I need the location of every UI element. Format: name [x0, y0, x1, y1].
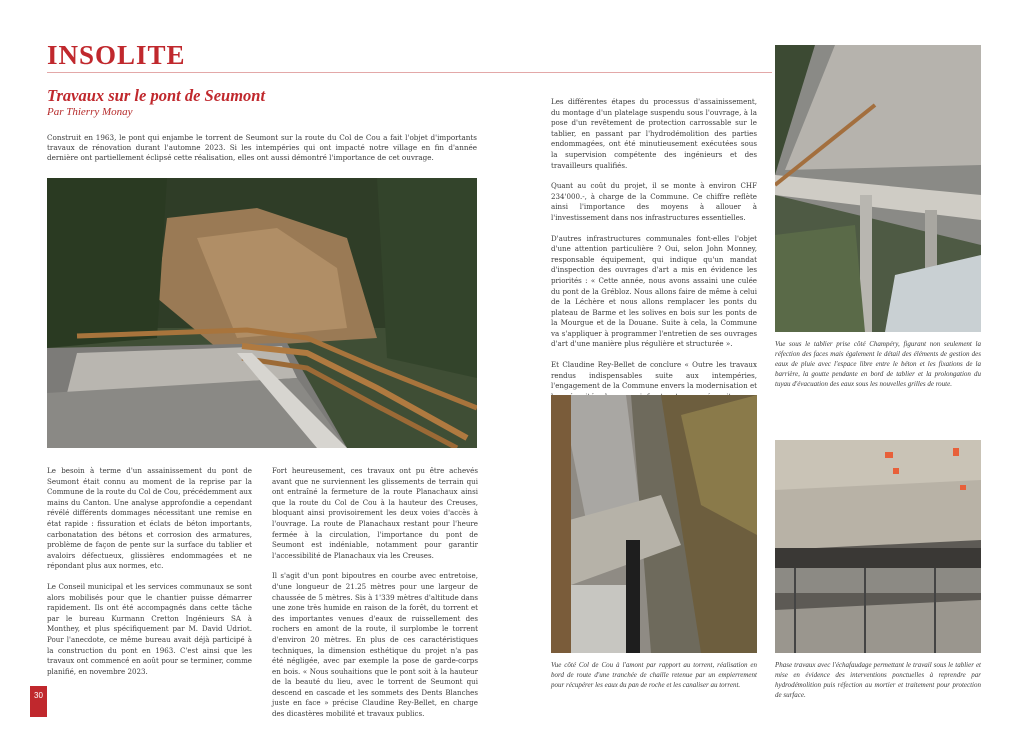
article-intro: Construit en 1963, le pont qui enjambe le torrent de Seumont sur la route du Col de Cou a fait l'objet d'importants travaux de rénovation durant l'automne 2023. Si les intempéries qui ont impacté notre village en fin d'année dernière ont partiellement éclipsé cette réalisation, elles ont aussi démontré l'importance de cet ouvrage. [47, 133, 477, 162]
section-title: INSOLITE [47, 40, 186, 70]
article-column-2 [272, 466, 478, 730]
article-byline: Par Thierry Monay [47, 106, 133, 118]
paragraph: Les différentes étapes du processus d'assainissement, du montage d'un platelage suspendu sous l'ouvrage, à la pose d'un revêtement de protection carrossable sur le tablier, en passant par l'hydrodémolition des parties endommagées, ont été minutieusement exécutées sous la supervision compétente des ingénieurs et des travailleurs qualifiés. [551, 97, 757, 170]
page-number: 30 [30, 686, 47, 717]
bridge-photo [47, 178, 477, 448]
paragraph: Le besoin à terme d'un assainissement du pont de Seumont était connu au moment de la reprise par la Commune de la route du Col de Cou, précédemment aux mains du Canton. Une analyse approfondie a cependant révélé différents dommages nécessitant une remise en état rapide : fissuration et éclats de béton importants, carbonatation des bétons et corrosion des armatures, problème de façon de pente sur la surface du tablier et avaloirs défectueux, glissières endommagées et ne répondant plus aux normes, etc. [47, 466, 252, 571]
caption-scaffolding: Phase travaux avec l'échafaudage permettant le travail sous le tablier et mise en évidence des interventions ponctuelles à reprendre par hydrodémolition puis réfection au mortier et traitement pour protection de surface. [775, 661, 981, 699]
article-column-1 [47, 466, 252, 687]
caption-drainage: Vue côté Col de Cou à l'amont par rapport au torrent, réalisation en bord de route d'une tranchée de chaille retenue par un empierrement pour récupérer les eaux du pan de roche et les canaliser au torrent. [551, 661, 757, 689]
paragraph: Quant au coût du projet, il se monte à environ CHF 234'000.-, à charge de la Commune. Ce chiffre reflète ainsi l'importance des moyens à allouer à l'investissement dans nos infrastructures essentielles. [551, 181, 757, 222]
paragraph: Le Conseil municipal et les services communaux se sont alors mobilisés pour que le chantier puisse démarrer rapidement. Ils ont été accompagnés dans cette tâche par le bureau Kurmann Cretton Ingénieurs SA à Monthey, et plus spécifiquement par M. David Udriot. Pour l'anecdote, ce même bureau avait déjà participé à la construction du pont en 1963. C'est ainsi que les travaux ont commencé en août pour se terminer, comme planifié, en novembre 2023. [47, 581, 252, 676]
drainage-photo [551, 395, 757, 653]
paragraph: Fort heureusement, ces travaux ont pu être achevés avant que ne surviennent les glissements de terrain qui ont entraîné la fermeture de la route Planachaux ainsi que la route du Col de Cou à la hauteur des Creuses, bloquant ainsi provisoirement les deux voies d'accès à l'ouvrage. La route de Planachaux restant pour l'heure fermée à la circulation, l'importance du pont de Seumont est indéniable, notamment pour garantir l'accessibilité de Planachaux via les Creuses. [272, 466, 478, 560]
paragraph: Il s'agit d'un pont bipoutres en courbe avec entretoise, d'une longueur de 21.25 mètres pour une largeur de chaussée de 5 mètres. Sis à 1'339 mètres d'altitude dans une zone très humide en raison de la forêt, du torrent et des importantes venues d'eaux de ruissellement des rochers en amont de la route, il surplombe le torrent d'environ 20 mètres. En plus de ces caractéristiques techniques, la dimension esthétique du projet n'a pas été négligée, avec par exemple la pose de garde-corps en bois. « Nous souhaitions que le pont soit à la hauteur de la beauté du lieu, avec le torrent de Seumont qui descend en cascade et les sommets des Dents Blanches juste en face » précise Claudine Rey-Bellet, en charge des dicastères mobilité et travaux publics. [272, 571, 478, 719]
caption-under-deck: Vue sous le tablier prise côté Champéry, figurant non seulement la réfection des faces mais également le détail des éléments de gestion des eaux de pluie avec l'espace libre entre le béton et les fixations de la barrière, la goutte pendante en bord de tablier et la prolongation du tuyau d'évacuation des eaux sous les nouvelles grilles de route. [775, 340, 981, 388]
under-deck-photo [775, 45, 981, 332]
paragraph: Et Claudine Rey-Bellet de conclure « Outre les travaux rendus indispensables suite aux intempéries, l'engagement de la Commune envers la modernisation et [551, 360, 757, 391]
paragraph: D'autres infrastructures communales font-elles l'objet d'une attention particulière ? Oui, selon John Monney, responsable équipement, qui indique qu'un mandat d'inspection des ouvrages d'art a mis en évidence les priorités : « Cette année, nous avons assaini une culée du pont de la Grébloz. Nous allons faire de même à celui de la Léchère et nous allons remplacer les ponts du plateau de Barme et les solives en bois sur les ponts de la Mourgue et de la Douane. Suite à cela, la Commune va s'appliquer à programmer l'entretien de ses ouvrages d'art d'une manière plus régulière et structurée ». [551, 233, 757, 349]
article-column-3 [551, 97, 757, 423]
header-divider [47, 72, 772, 73]
scaffolding-photo [775, 440, 981, 653]
article-title: Travaux sur le pont de Seumont [47, 86, 266, 105]
